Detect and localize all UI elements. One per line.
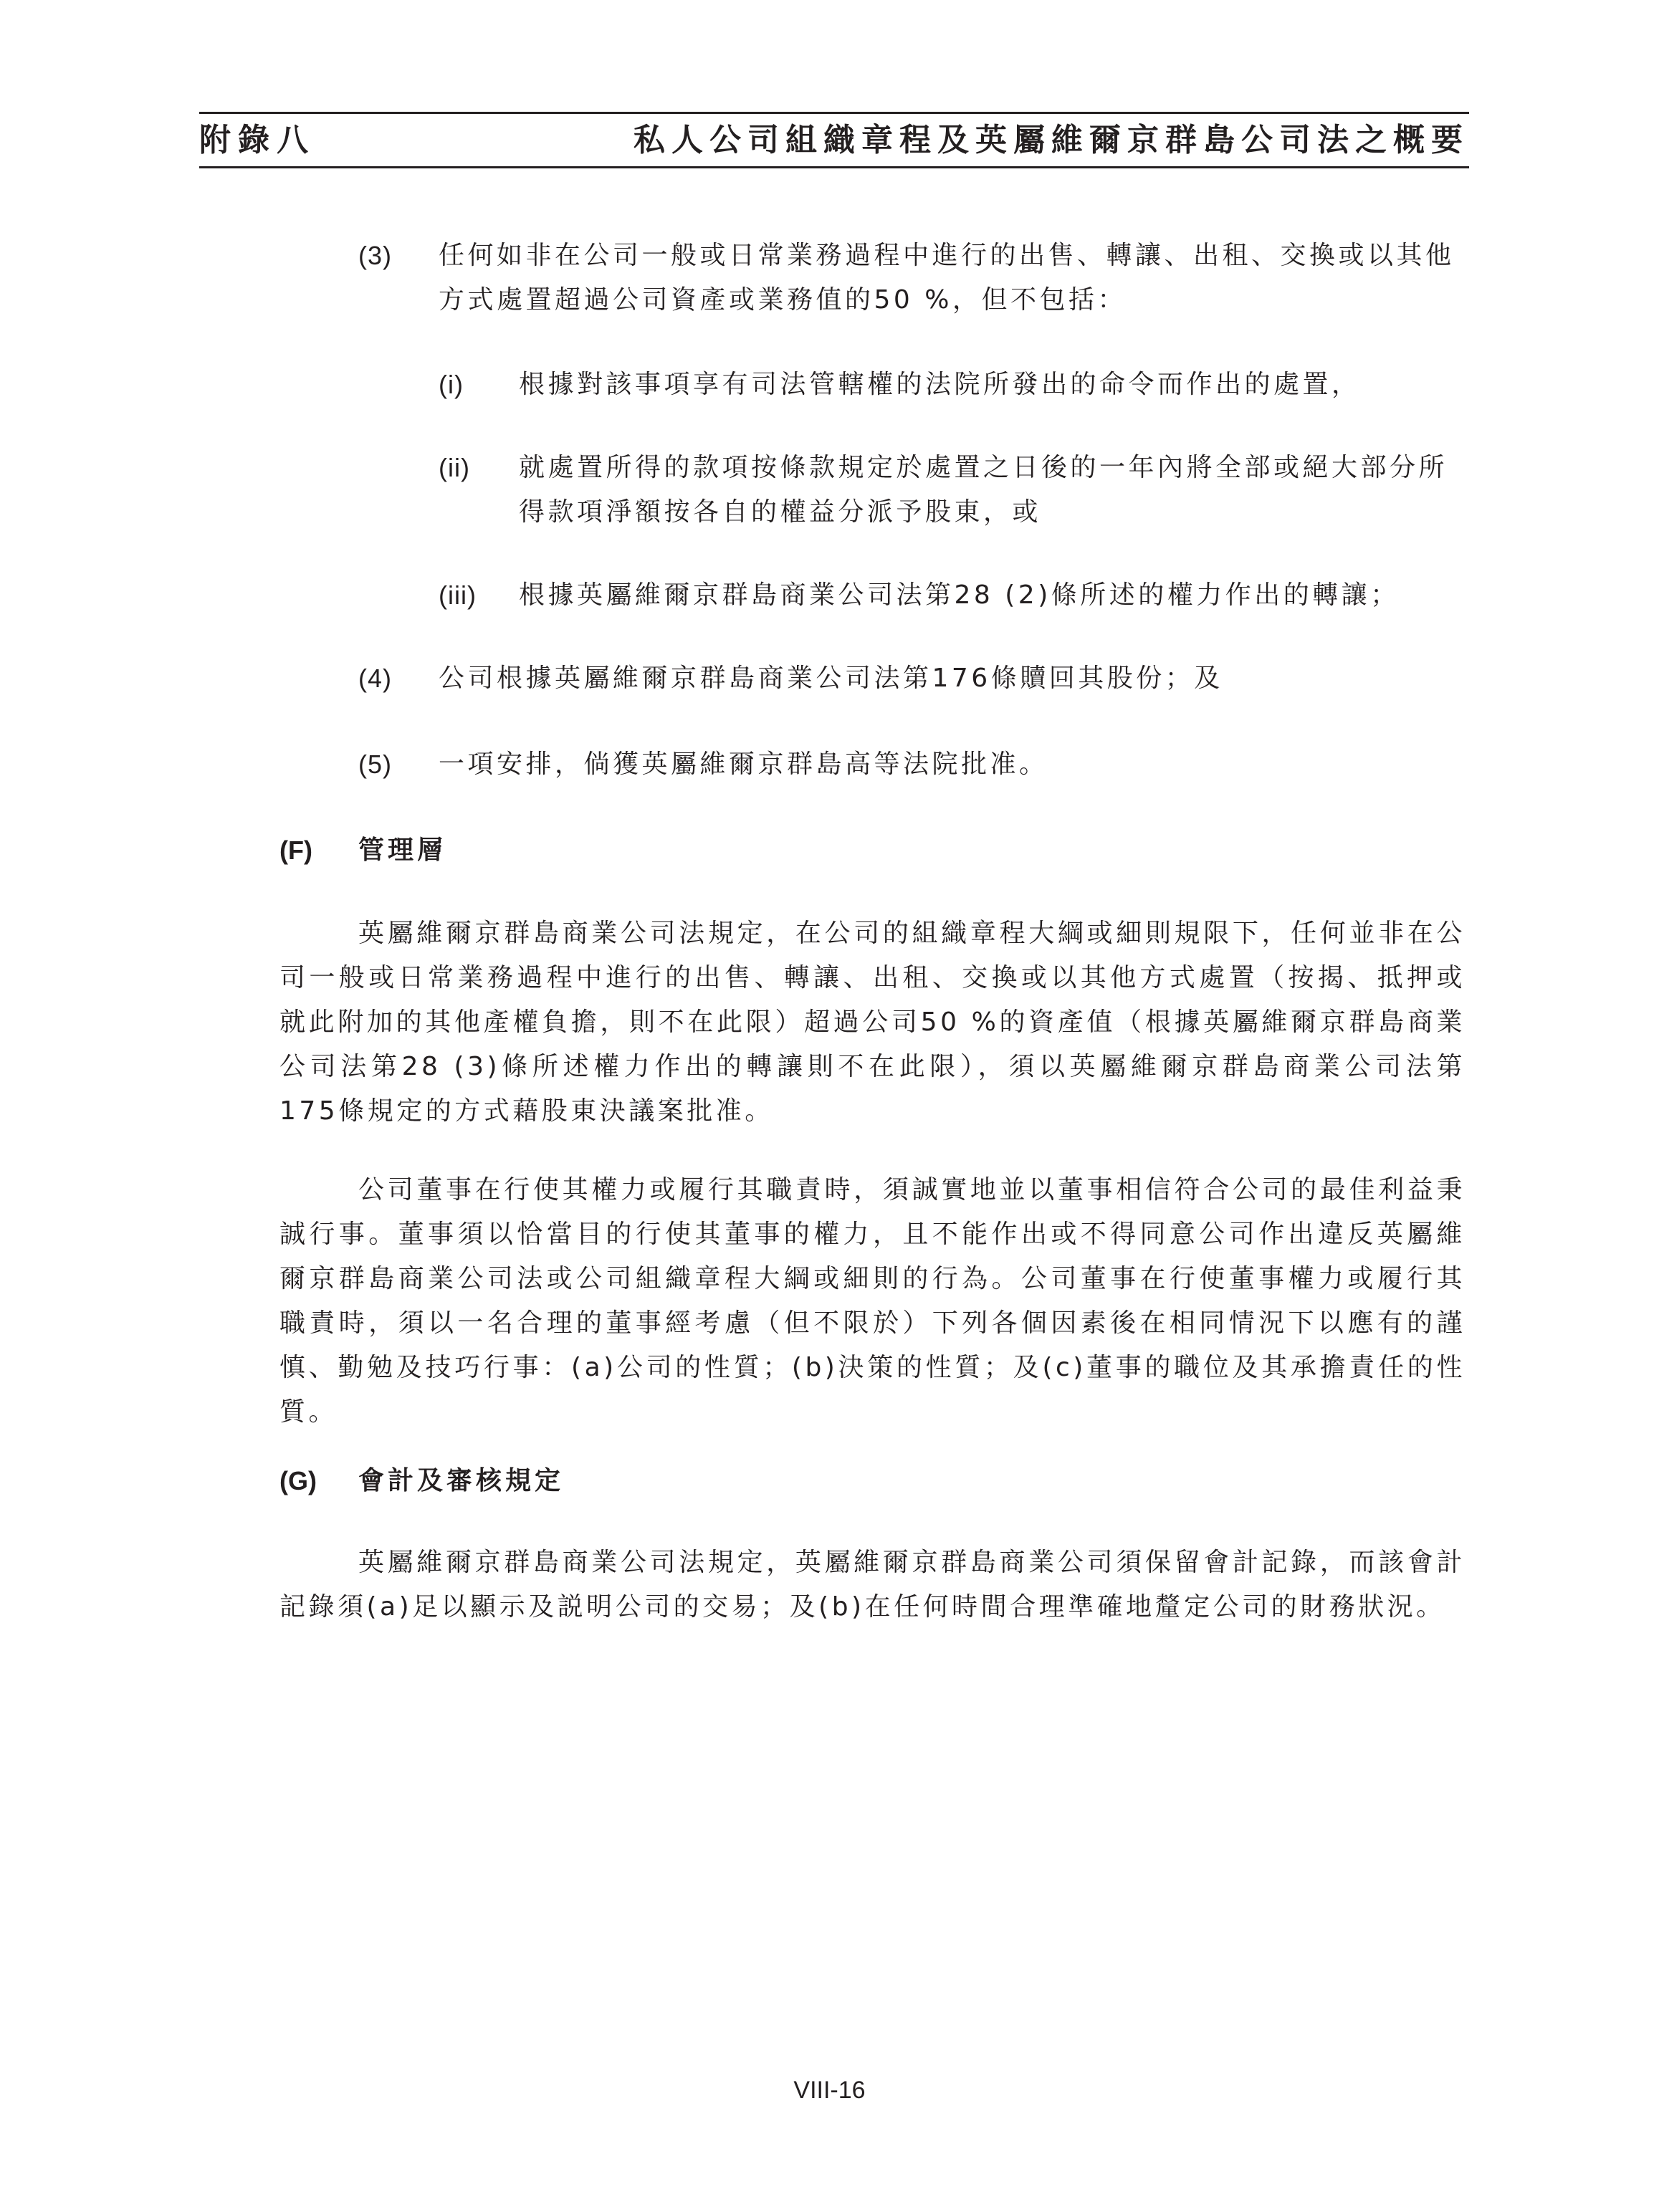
subitem-iii-text: 根據英屬維爾京群島商業公司法第28 (2)條所述的權力作出的轉讓； bbox=[519, 580, 1400, 610]
page-number: VIII-16 bbox=[793, 2077, 866, 2104]
section-g-paragraph-1: 英屬維爾京群島商業公司法規定，英屬維爾京群島商業公司須保留會計記錄，而該會計記錄須(a)足以顯示及説明公司的交易；及(b)在任何時間合理準確地釐定公司的財務狀況。 bbox=[279, 1548, 1466, 1622]
section-g-letter: (G) bbox=[279, 1466, 317, 1495]
header-bottom-rule bbox=[199, 166, 1469, 168]
item-5-text: 一項安排，倘獲英屬維爾京群島高等法院批准。 bbox=[439, 750, 1048, 779]
section-f-letter: (F) bbox=[279, 836, 312, 865]
section-f-heading: 管理層 bbox=[358, 836, 447, 865]
item-3-text: 任何如非在公司一般或日常業務過程中進行的出售、轉讓、出租、交換或以其他方式處置超過公司資產或業務值的50 %，但不包括： bbox=[439, 241, 1455, 315]
item-3-number: (3) bbox=[358, 241, 392, 270]
subitem-ii-text: 就處置所得的款項按條款規定於處置之日後的一年內將全部或絕大部分所得款項淨額按各自的權益分派予股東，或 bbox=[519, 453, 1448, 527]
section-g-heading: 會計及審核規定 bbox=[358, 1466, 565, 1495]
header-top-rule bbox=[199, 112, 1469, 114]
document-title: 私人公司組織章程及英屬維爾京群島公司法之概要 bbox=[634, 122, 1469, 158]
section-f-paragraph-1: 英屬維爾京群島商業公司法規定，在公司的組織章程大綱或細則規限下，任何並非在公司一般或日常業務過程中進行的出售、轉讓、出租、交換或以其他方式處置（按揭、抵押或就此附加的其他產權負擔，則不在此限）超過公司50 %的資產值（根據英屬維爾京群島商業公司法第28 (3)條所述權力作出的轉讓則不在此限），須以英屬維爾京群島商業公司法第175條規定的方式藉股東決議案批准。 bbox=[279, 919, 1466, 1126]
item-4-number: (4) bbox=[358, 664, 392, 693]
subitem-ii-number: (ii) bbox=[439, 453, 470, 482]
subitem-i-number: (i) bbox=[439, 370, 464, 399]
section-f-paragraph-2: 公司董事在行使其權力或履行其職責時，須誠實地並以董事相信符合公司的最佳利益秉誠行事。董事須以恰當目的行使其董事的權力，且不能作出或不得同意公司作出違反英屬維爾京群島商業公司法或公司組織章程大綱或細則的行為。公司董事在行使董事權力或履行其職責時，須以一名合理的董事經考慮（但不限於）下列各個因素後在相同情況下以應有的謹慎、勤勉及技巧行事：(a)公司的性質；(b)決策的性質；及(c)董事的職位及其承擔責任的性質。 bbox=[279, 1175, 1466, 1427]
subitem-i-text: 根據對該事項享有司法管轄權的法院所發出的命令而作出的處置， bbox=[519, 370, 1361, 399]
subitem-iii-number: (iii) bbox=[439, 580, 477, 610]
appendix-label: 附錄八 bbox=[199, 122, 315, 158]
item-4-text: 公司根據英屬維爾京群島商業公司法第176條贖回其股份；及 bbox=[439, 664, 1223, 693]
item-5-number: (5) bbox=[358, 750, 392, 779]
